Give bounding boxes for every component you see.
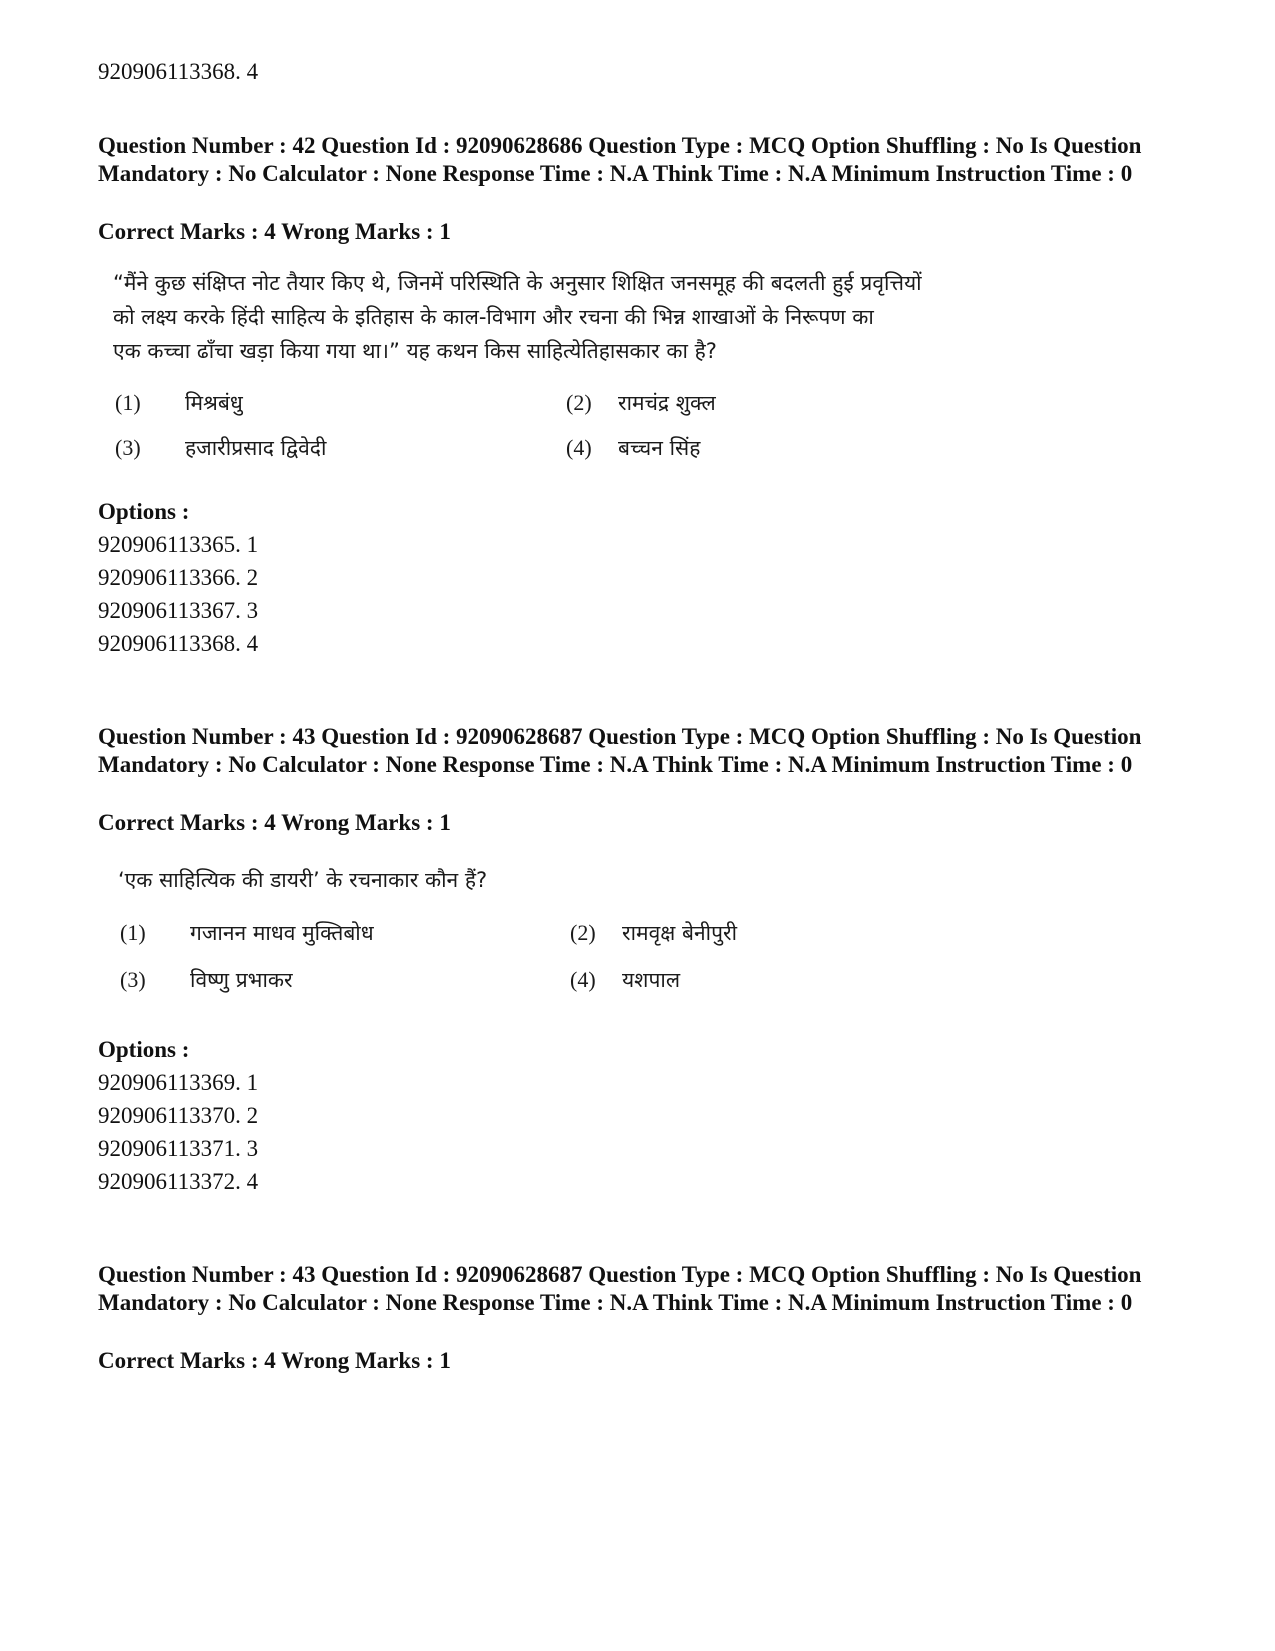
options-label: Options : <box>98 1037 190 1062</box>
answer-choice <box>120 965 293 995</box>
answer-choice <box>115 388 243 418</box>
option-line: 920906113370. 2 <box>98 1103 259 1128</box>
choice-number: (4) <box>570 967 596 992</box>
choice-number: (3) <box>120 967 146 992</box>
choice-text: मिश्रबंधु <box>185 391 243 415</box>
question-marks: Correct Marks : 4 Wrong Marks : 1 <box>98 219 451 244</box>
question-meta: Question Number : 42 Question Id : 92090628686 Question Type : MCQ Option Shuffling : No Is Question Mandatory : No Calculator : None Response Time : N.A Think Time : N.A Minimum Instruction Time : 0 <box>98 133 1142 186</box>
question-text-line: एक कच्चा ढाँचा खड़ा किया गया था।” यह कथन किस साहित्येतिहासकार का है? <box>113 339 717 363</box>
option-line: 920906113368. 4 <box>98 59 259 84</box>
option-line: 920906113368. 4 <box>98 631 259 656</box>
choice-number: (1) <box>115 390 141 415</box>
option-line: 920906113367. 3 <box>98 598 259 623</box>
choice-number: (2) <box>566 390 592 415</box>
option-line: 920906113366. 2 <box>98 565 259 590</box>
choice-number: (3) <box>115 435 141 460</box>
choice-number: (1) <box>120 920 146 945</box>
answer-choice <box>566 433 700 463</box>
question-text-line: “मैंने कुछ संक्षिप्त नोट तैयार किए थे, जिनमें परिस्थिति के अनुसार शिक्षित जनसमूह की बदलती हुई प्रवृत्तियों <box>113 271 922 295</box>
choice-number: (2) <box>570 920 596 945</box>
choice-text: यशपाल <box>622 968 681 992</box>
choice-text: विष्णु प्रभाकर <box>190 968 293 992</box>
option-line: 920906113371. 3 <box>98 1136 259 1161</box>
answer-choice <box>115 433 326 463</box>
option-line: 920906113372. 4 <box>98 1169 259 1194</box>
question-text-line: को लक्ष्य करके हिंदी साहित्य के इतिहास के काल-विभाग और रचना की भिन्न शाखाओं के निरूपण का <box>113 305 874 329</box>
choice-text: गजानन माधव मुक्तिबोध <box>190 921 374 945</box>
question-text-line: ‘एक साहित्यिक की डायरी’ के रचनाकार कौन हैं? <box>118 868 488 892</box>
choice-text: बच्चन सिंह <box>618 436 701 460</box>
question-meta: Question Number : 43 Question Id : 92090628687 Question Type : MCQ Option Shuffling : No Is Question Mandatory : No Calculator : None Response Time : N.A Think Time : N.A Minimum Instruction Time : 0 <box>98 1262 1142 1315</box>
options-label: Options : <box>98 499 190 524</box>
question-marks: Correct Marks : 4 Wrong Marks : 1 <box>98 1348 451 1373</box>
choice-text: हजारीप्रसाद द्विवेदी <box>185 436 327 460</box>
question-meta: Question Number : 43 Question Id : 92090628687 Question Type : MCQ Option Shuffling : No Is Question Mandatory : No Calculator : None Response Time : N.A Think Time : N.A Minimum Instruction Time : 0 <box>98 724 1142 777</box>
question-marks: Correct Marks : 4 Wrong Marks : 1 <box>98 810 451 835</box>
choice-number: (4) <box>566 435 592 460</box>
answer-choice <box>120 918 374 948</box>
answer-choice <box>566 388 716 418</box>
choice-text: रामवृक्ष बेनीपुरी <box>622 921 738 945</box>
answer-choice <box>570 965 680 995</box>
choice-text: रामचंद्र शुक्ल <box>618 391 716 415</box>
answer-choice <box>570 918 737 948</box>
option-line: 920906113369. 1 <box>98 1070 259 1095</box>
option-line: 920906113365. 1 <box>98 532 259 557</box>
